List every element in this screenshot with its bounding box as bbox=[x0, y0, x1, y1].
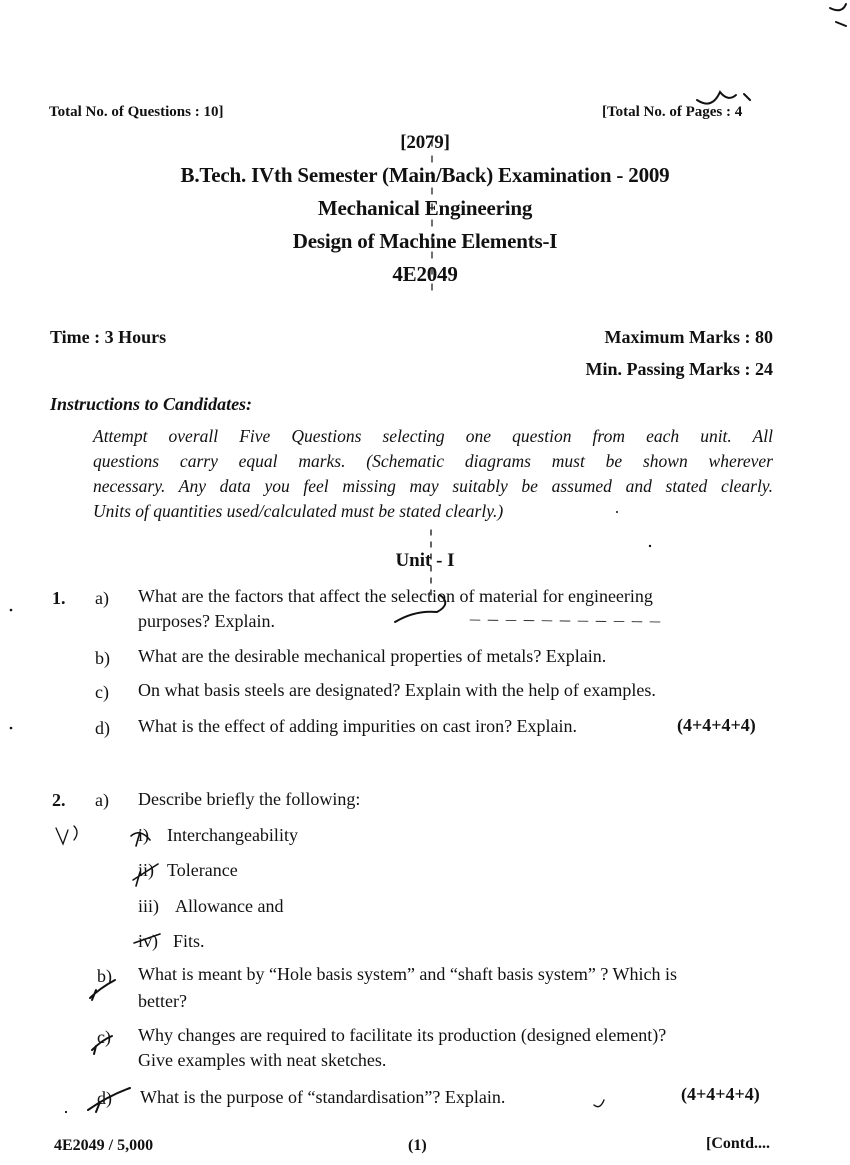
sub-item-text: Allowance and bbox=[175, 896, 284, 916]
part-label: c) bbox=[97, 1027, 111, 1047]
sub-item-text: Tolerance bbox=[167, 860, 238, 880]
part-label: c) bbox=[95, 682, 109, 702]
question-text: On what basis steels are designated? Explain with the help of examples. bbox=[138, 680, 656, 700]
question-text: Give examples with neat sketches. bbox=[138, 1050, 387, 1070]
sub-item-label: iv) bbox=[138, 931, 158, 951]
instructions-heading: Instructions to Candidates: bbox=[50, 394, 253, 414]
marks-distribution: (4+4+4+4) bbox=[681, 1084, 760, 1104]
part-label: b) bbox=[95, 648, 110, 668]
question-text: What are the desirable mechanical properties of metals? Explain. bbox=[138, 646, 607, 666]
question-text: What is the purpose of “standardisation”? Explain. bbox=[140, 1087, 506, 1107]
sub-item-label: iii) bbox=[138, 896, 159, 916]
instruction-line: necessary. Any data you feel missing may suitably be assumed and stated clearly. bbox=[93, 476, 773, 496]
question-number: 1. bbox=[52, 588, 66, 608]
part-label: d) bbox=[97, 1088, 112, 1108]
exam-title: B.Tech. IVth Semester (Main/Back) Examination - 2009 bbox=[180, 163, 670, 187]
question-text: Why changes are required to facilitate its production (designed element)? bbox=[138, 1025, 667, 1045]
question-text: Describe briefly the following: bbox=[138, 789, 361, 809]
page-number: (1) bbox=[408, 1137, 427, 1154]
question-text: What are the factors that affect the selection of material for engineering bbox=[138, 586, 653, 606]
part-label: d) bbox=[95, 718, 110, 738]
time-allowed: Time : 3 Hours bbox=[50, 327, 167, 347]
continued-marker: [Contd.... bbox=[706, 1135, 771, 1152]
maximum-marks: Maximum Marks : 80 bbox=[604, 327, 773, 347]
question-text: purposes? Explain. bbox=[138, 611, 275, 631]
part-label: a) bbox=[95, 588, 109, 608]
part-label: b) bbox=[97, 966, 112, 986]
sub-item-text: Interchangeability bbox=[167, 825, 298, 845]
instruction-line: Attempt overall Five Questions selecting one question from each unit. All bbox=[93, 426, 773, 446]
question-text: What is the effect of adding impurities on cast iron? Explain. bbox=[138, 716, 578, 736]
sub-item-label: ii) bbox=[138, 860, 154, 880]
branch-title: Mechanical Engineering bbox=[317, 196, 533, 220]
paper-code: 4E2049 bbox=[392, 262, 458, 286]
subject-title: Design of Machine Elements-I bbox=[292, 229, 558, 253]
min-passing-marks: Min. Passing Marks : 24 bbox=[585, 359, 773, 379]
sub-item-text: Fits. bbox=[173, 931, 205, 951]
marks-distribution: (4+4+4+4) bbox=[677, 715, 756, 735]
instruction-line: questions carry equal marks. (Schematic diagrams must be shown wherever bbox=[93, 451, 773, 471]
footer-paper-code: 4E2049 / 5,000 bbox=[54, 1137, 154, 1154]
question-text: What is meant by “Hole basis system” and “shaft basis system” ? Which is bbox=[138, 964, 678, 984]
question-text: better? bbox=[138, 991, 187, 1011]
sub-item-label: i) bbox=[138, 825, 149, 845]
paper-code-bracket: [2079] bbox=[400, 132, 450, 153]
instruction-line: Units of quantities used/calculated must be stated clearly.) bbox=[93, 501, 504, 521]
part-label: a) bbox=[95, 790, 109, 810]
total-questions: Total No. of Questions : 10] bbox=[49, 104, 224, 120]
total-pages: [Total No. of Pages : 4 bbox=[602, 104, 743, 120]
question-number: 2. bbox=[52, 790, 66, 810]
unit-heading: Unit - I bbox=[395, 550, 455, 571]
